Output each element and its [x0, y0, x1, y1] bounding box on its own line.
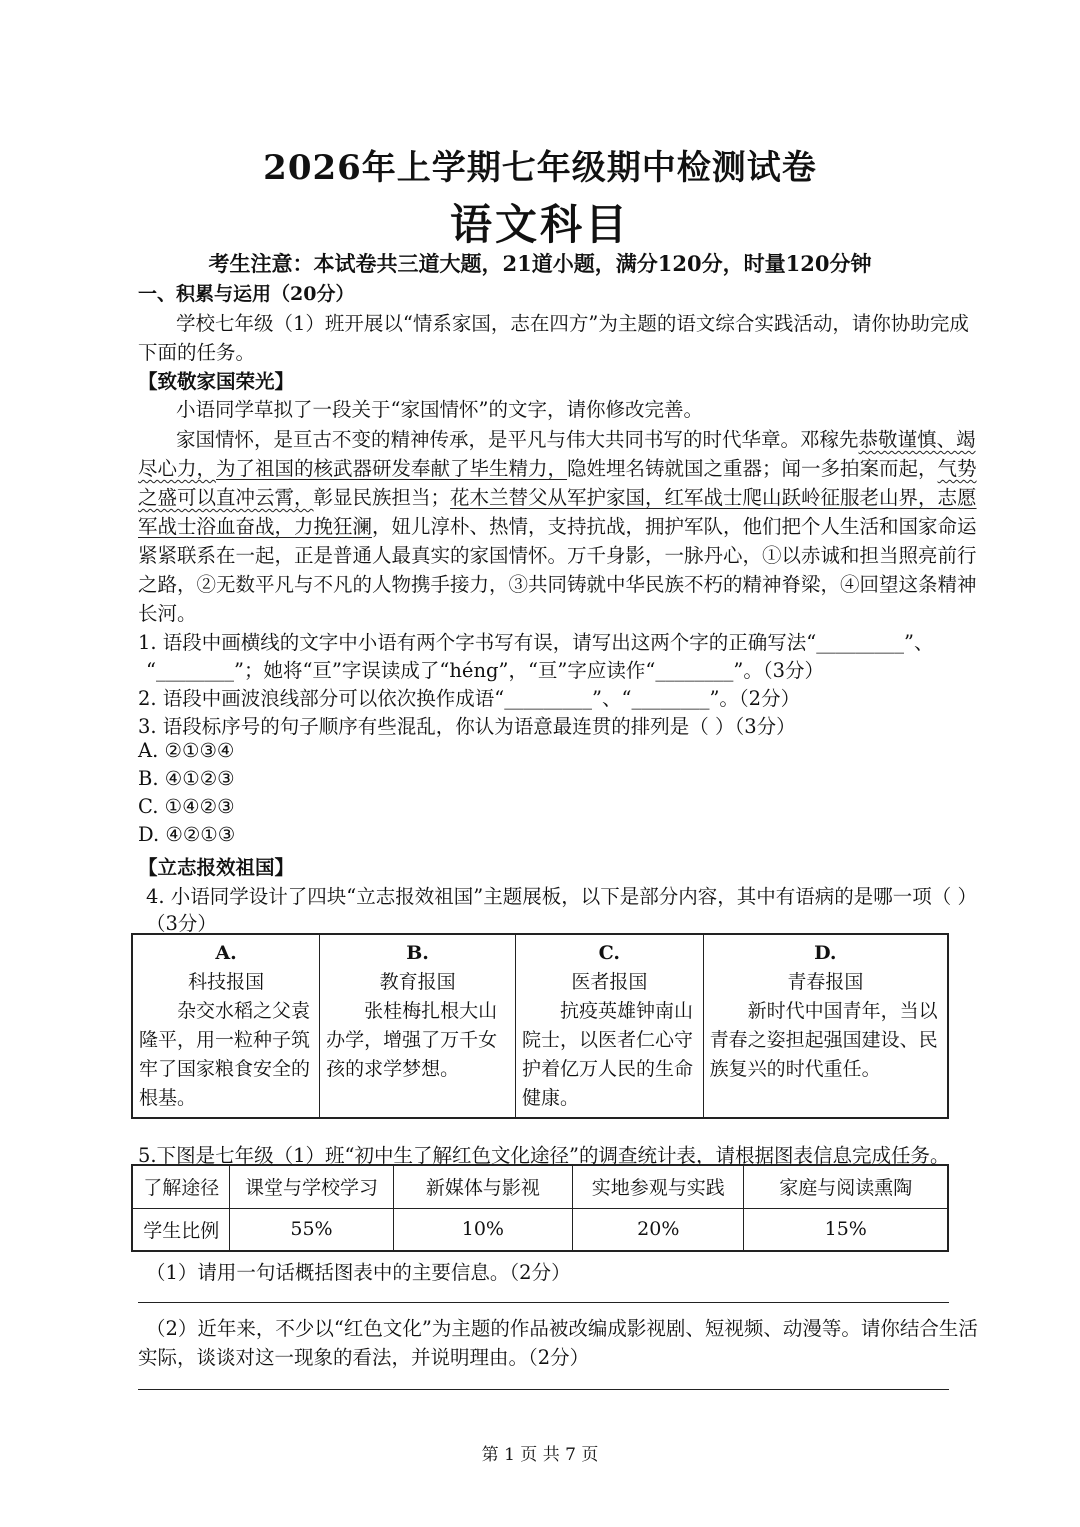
board-body: 张桂梅扎根大山办学，增强了万千女孩的求学梦想。 [326, 1000, 498, 1080]
value-cell: 20% [573, 1208, 744, 1251]
board-title: 医者报国 [571, 971, 648, 993]
subsection-heading-2: 【立志报效祖国】 [138, 856, 295, 879]
question-1-line-2: “________”；她将“亘”字误读成了“héng”，“亘”字应读作“________”。（3分） [146, 659, 824, 682]
column-header: 家庭与阅读熏陶 [744, 1165, 948, 1208]
board-letter: C. [598, 942, 621, 964]
wavy-underlined-text: 气势 [937, 457, 977, 480]
page-footer: 第 1 页 共 7 页 [481, 1445, 599, 1465]
board-title: 青春报国 [787, 971, 864, 993]
question-1-line-1: 1. 语段中画横线的文字中小语有两个字书写有误，请写出这两个字的正确写法“_________”、 [138, 631, 934, 654]
value-cell: 10% [393, 1208, 573, 1251]
wavy-underlined-text: 恭敬谨慎、竭 [858, 428, 976, 451]
value-cell: 55% [230, 1208, 393, 1251]
question-5: 5.下图是七年级（1）班“初中生了解红色文化途径”的调查统计表，请根据图表信息完成任务。 [138, 1144, 950, 1167]
passage-line-6: 之路，②无数平凡与不凡的人物携手接力，③共同铸就中华民族不朽的精神脊梁，④回望这条精神 [138, 573, 977, 596]
question-3: 3. 语段标序号的句子顺序有些混乱，你认为语意最连贯的排列是（ ）（3分） [138, 715, 796, 738]
wavy-underlined-text: 尽心力， [138, 457, 217, 480]
passage-line-3 [138, 482, 977, 510]
underlined-text: 军战士浴血奋战，力挽狂澜 [138, 515, 373, 538]
exam-notice: 考生注意：本试卷共三道大题，21道小题，满分120分，时量120分钟 [208, 251, 872, 276]
board-d [703, 934, 948, 1118]
passage-line-2 [138, 453, 977, 481]
passage-text: 彰显民族担当； [313, 486, 451, 509]
boards-table [131, 933, 949, 1119]
row-label: 学生比例 [132, 1208, 230, 1251]
column-header: 课堂与学校学习 [230, 1165, 393, 1208]
wavy-underlined-text: 之盛可以直冲云霄， [138, 486, 314, 509]
row-label: 了解途径 [132, 1165, 230, 1208]
option-b: B. ④①②③ [138, 767, 235, 790]
passage-text: 隐姓埋名铸就国之重器；闻一多拍案而起， [567, 457, 938, 480]
question-5-2-line-1: （2）近年来，不少以“红色文化”为主题的作品被改编成影视剧、短视频、动漫等。请你结合生活 [146, 1317, 978, 1340]
column-header: 新媒体与影视 [393, 1165, 573, 1208]
option-c: C. ①④②③ [138, 795, 235, 818]
answer-line-1[interactable] [138, 1302, 949, 1303]
board-letter: A. [215, 942, 237, 964]
question-2: 2. 语段中画波浪线部分可以依次换作成语“_________”、“________”。（2分） [138, 687, 801, 710]
board-body: 新时代中国青年，当以青春之姿担起强国建设、民族复兴的时代重任。 [709, 1000, 938, 1080]
question-5-1: （1）请用一句话概括图表中的主要信息。（2分） [146, 1261, 571, 1284]
passage-text: 家国情怀，是亘古不变的精神传承，是平凡与伟大共同书写的时代华章。邓稼先 [176, 428, 859, 451]
board-title: 科技报国 [188, 971, 265, 993]
paragraph-intro: 小语同学草拟了一段关于“家国情怀”的文字，请你修改完善。 [176, 398, 703, 421]
question-5-2-line-2: 实际，谈谈对这一现象的看法，并说明理由。（2分） [138, 1346, 590, 1369]
passage-line-5: 紧紧联系在一起，正是普通人最真实的家国情怀。万千身影，一脉丹心，①以赤诚和担当照亮前行 [138, 544, 977, 567]
option-d: D. ④②①③ [138, 823, 236, 846]
board-body: 杂交水稻之父袁隆平，用一粒种子筑牢了国家粮食安全的根基。 [139, 1000, 311, 1109]
subsection-heading-1: 【致敬家国荣光】 [138, 370, 295, 393]
board-a [132, 934, 320, 1118]
passage-text: ，妞儿淳朴、热情，支持抗战，拥护军队，他们把个人生活和国家命运 [372, 515, 977, 538]
passage-line-4 [138, 511, 977, 539]
board-c [516, 934, 704, 1118]
subject-title: 语文科目 [449, 200, 630, 249]
board-body: 抗疫英雄钟南山院士，以医者仁心守护着亿万人民的生命健康。 [522, 1000, 694, 1109]
passage-line-1 [176, 424, 976, 452]
exam-title: 2026年上学期七年级期中检测试卷 [263, 148, 817, 188]
answer-line-2[interactable] [138, 1389, 949, 1390]
option-a: A. ②①③④ [138, 739, 235, 762]
survey-table [131, 1164, 949, 1252]
intro-line-2: 下面的任务。 [138, 341, 256, 364]
question-4-line-2: （3分） [146, 912, 217, 935]
underlined-text: 花木兰替父从军护家国，红军战士爬山跃岭征服老山界，志愿 [450, 486, 977, 509]
column-header: 实地参观与实践 [573, 1165, 744, 1208]
section-heading: 一、积累与运用（20分） [138, 283, 355, 305]
passage-line-7: 长河。 [138, 602, 197, 625]
intro-line-1: 学校七年级（1）班开展以“情系家国，志在四方”为主题的语文综合实践活动，请你协助完成 [176, 312, 969, 335]
value-cell: 15% [744, 1208, 948, 1251]
question-4-line-1: 4. 小语同学设计了四块“立志报效祖国”主题展板，以下是部分内容，其中有语病的是哪一项（ ） [146, 885, 977, 908]
board-letter: B. [406, 942, 429, 964]
board-b [320, 934, 516, 1118]
board-title: 教育报国 [379, 971, 456, 993]
board-letter: D. [814, 942, 837, 964]
underlined-text: 为了祖国的核武器研发奉献了毕生精力， [216, 457, 568, 480]
